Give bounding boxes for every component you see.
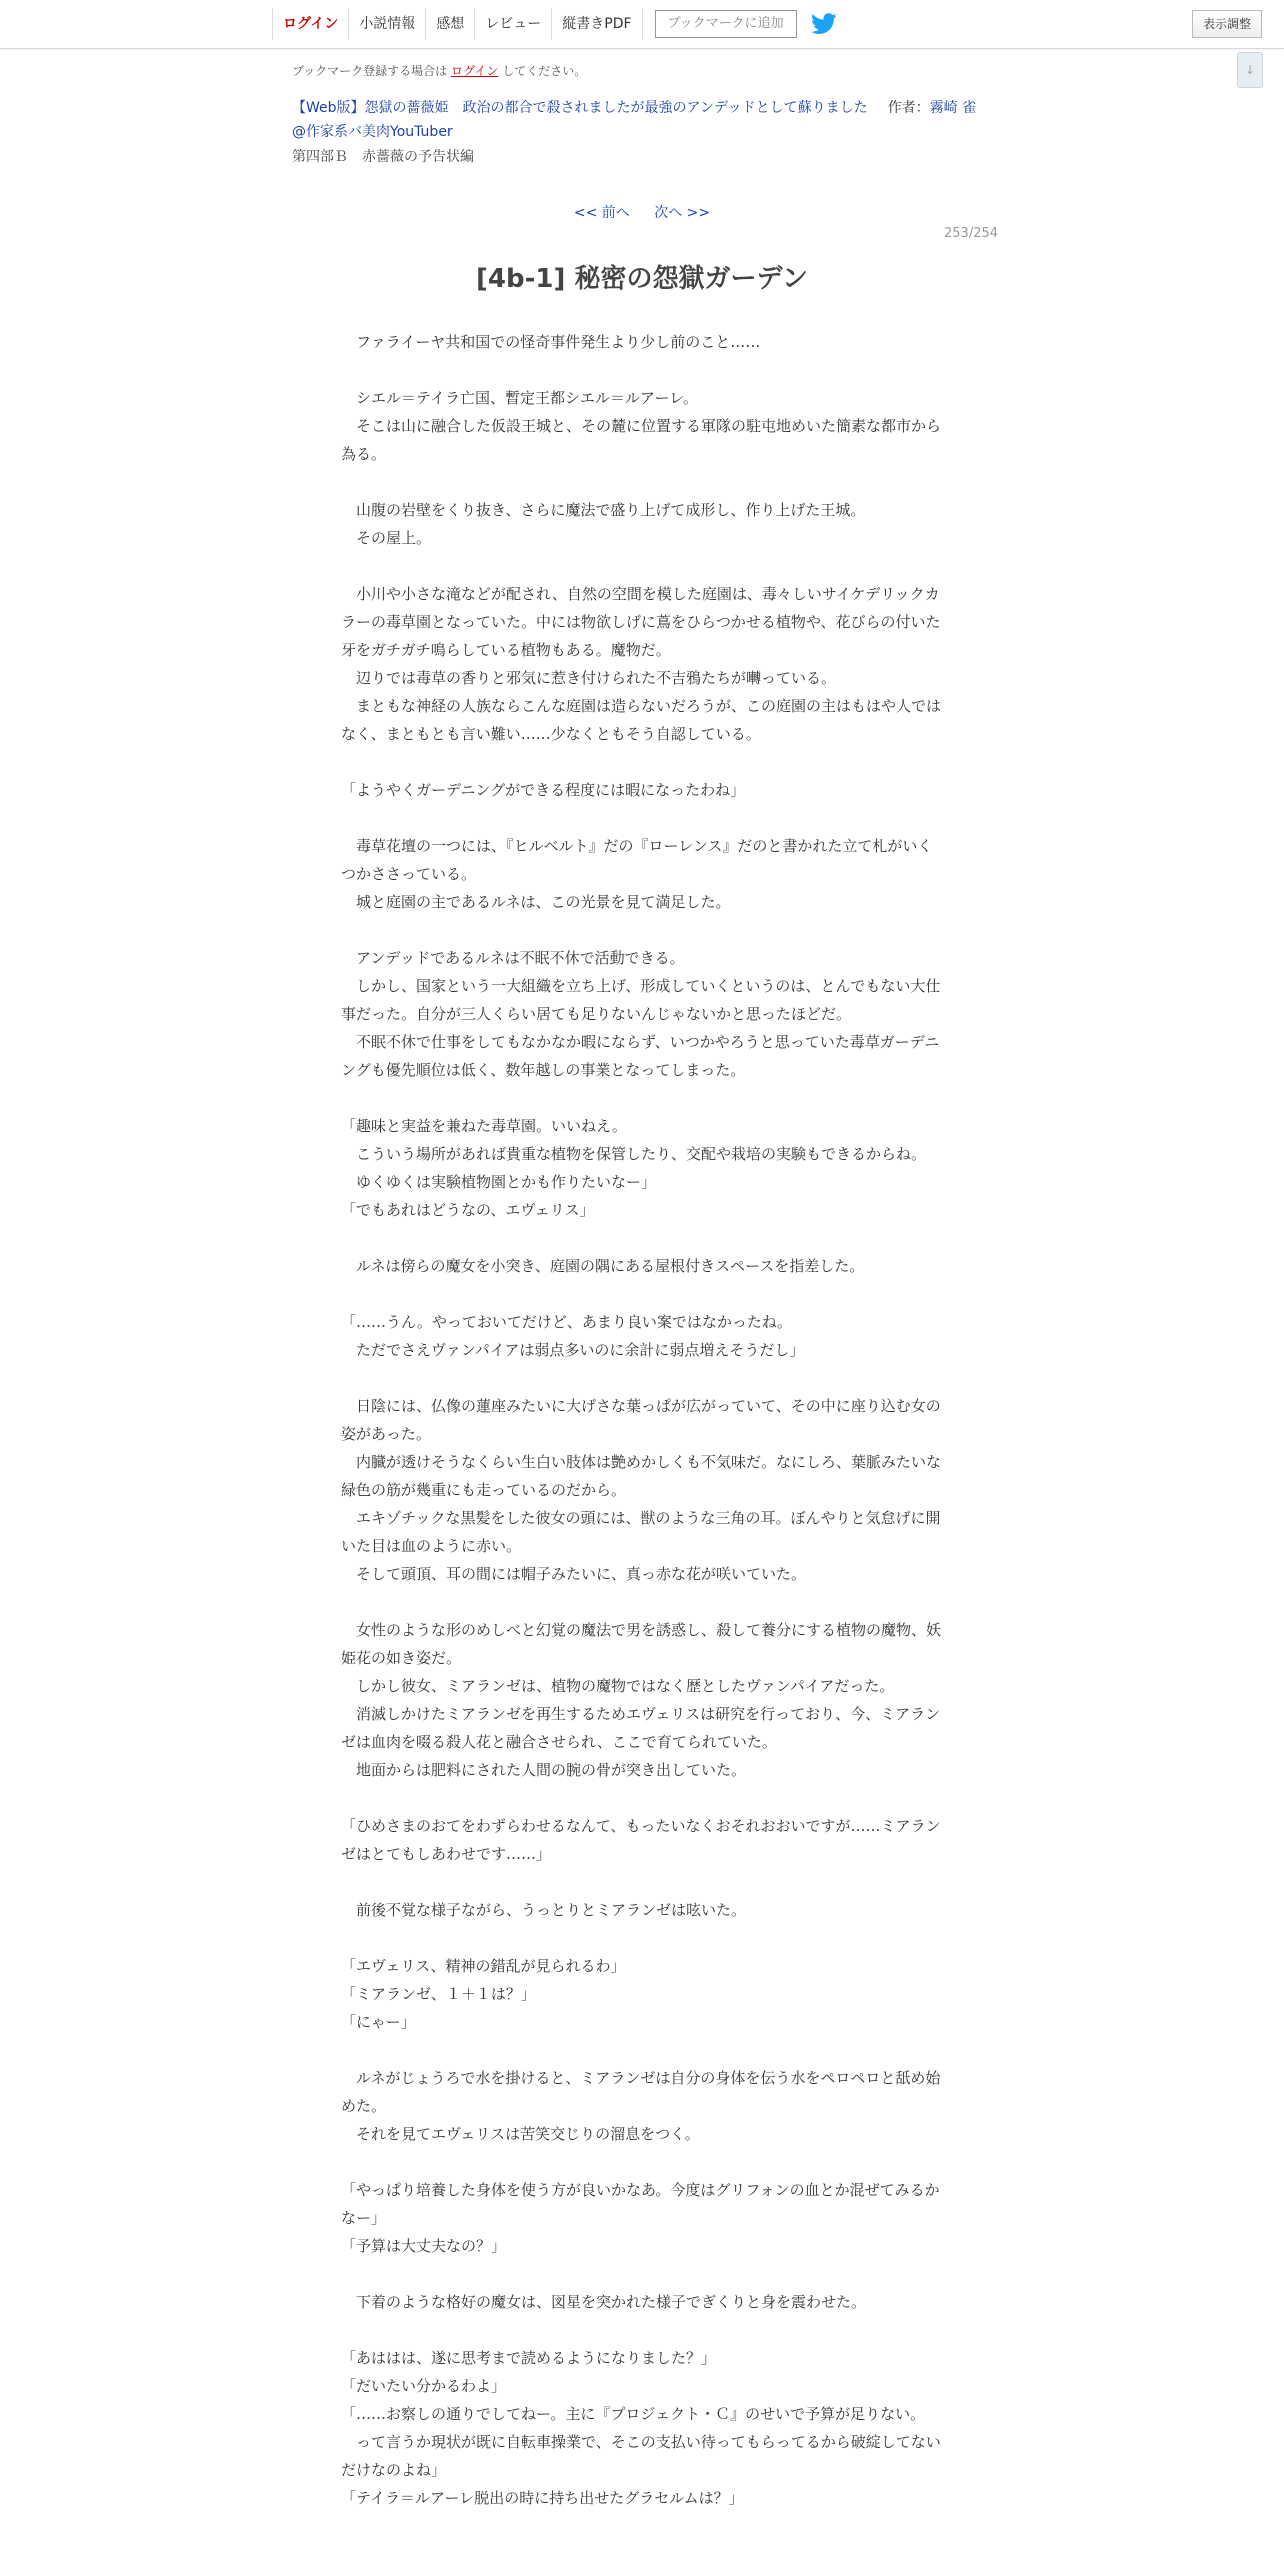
novel-paragraph: それを見てエヴェリスは苦笑交じりの溜息をつく。 — [341, 2125, 700, 2143]
novel-paragraph — [341, 748, 941, 776]
novel-paragraph: 女性のような形のめしべと幻覚の魔法で男を誘惑し、殺して養分にする植物の魔物、妖姫花の如き姿だ。 — [341, 1621, 942, 1667]
novel-paragraph: 日陰には、仏像の蓮座みたいに大げさな葉っぱが広がっていて、その中に座り込む女の姿があった。 — [341, 1397, 941, 1443]
novel-paragraph: 「テイラ＝ルアーレ脱出の時に持ち出せたグラセルムは？」 — [341, 2489, 744, 2507]
nav-login-link[interactable]: ログイン — [272, 8, 348, 40]
author-link[interactable]: 霧崎 雀 — [929, 100, 977, 116]
nav-review-link[interactable]: レビュー — [474, 8, 551, 40]
login-note-after: してください。 — [502, 64, 587, 78]
novel-paragraph — [341, 1868, 941, 1896]
novel-paragraph: そこは山に融合した仮設王城と、その麓に位置する軍隊の駐屯地めいた簡素な都市から為る。 — [341, 417, 942, 463]
novel-paragraph — [341, 552, 941, 580]
novel-paragraph: 「ミアランゼ、１＋１は？」 — [341, 1985, 536, 2003]
novel-header — [292, 96, 1012, 144]
novel-paragraph: ルネは傍らの魔女を小突き、庭園の隅にある屋根付きスペースを指差した。 — [341, 1257, 865, 1275]
novel-paragraph: 「やっぱり培養した身体を使う方が良いかなあ。今度はグリフォンの血とか混ぜてみるかなー」 — [341, 2181, 940, 2227]
novel-paragraph: 「あははは、遂に思考まで読めるようになりました？」 — [341, 2349, 717, 2367]
novel-paragraph — [341, 2148, 941, 2176]
chapter-part-title: 第四部Ｂ 赤薔薇の予告状編 — [292, 149, 474, 165]
bookmark-login-note — [292, 62, 586, 79]
novel-paragraph — [341, 804, 941, 832]
novel-paragraph: 城と庭園の主であるルネは、この光景を見て満足した。 — [341, 893, 731, 911]
novel-paragraph — [341, 2260, 941, 2288]
novel-paragraph: そして頭頂、耳の間には帽子みたいに、真っ赤な花が咲いていた。 — [341, 1565, 807, 1583]
novel-paragraph — [341, 2316, 941, 2344]
scroll-down-button[interactable]: ↓ — [1237, 52, 1263, 88]
novel-paragraph: こういう場所があれば貴重な植物を保管したり、交配や栽培の実験もできるからね。 — [341, 1145, 927, 1163]
novel-paragraph: 「……お察しの通りでしてねー。主に『プロジェクト・Ｃ』のせいで予算が足りない。 — [341, 2405, 926, 2423]
novel-paragraph — [341, 2036, 941, 2064]
novel-paragraph: 毒草花壇の一つには、『ヒルベルト』だの『ローレンス』だのと書かれた立て札がいくつかささっている。 — [341, 837, 933, 883]
novel-paragraph: 「エヴェリス、精神の錯乱が見られるわ」 — [341, 1957, 626, 1975]
nav-impressions-link[interactable]: 感想 — [425, 8, 474, 40]
novel-paragraph: 「でもあれはどうなの、エヴェリス」 — [341, 1201, 595, 1219]
episode-title: [4b-1] 秘密の怨獄ガーデン — [476, 264, 808, 294]
novel-paragraph: 「にゃー」 — [341, 2013, 416, 2031]
global-nav — [272, 8, 837, 40]
novel-paragraph: 前後不覚な様子ながら、うっとりとミアランゼは呟いた。 — [341, 1901, 747, 1919]
novel-paragraph: 「予算は大丈夫なの？」 — [341, 2237, 507, 2255]
novel-paragraph — [341, 1364, 941, 1392]
novel-paragraph: 不眠不休で仕事をしてもなかなか暇にならず、いつかやろうと思っていた毒草ガーデニングも優先順位は低く、数年越しの事業となってしまった。 — [341, 1033, 940, 1079]
novel-title-link[interactable]: 【Web版】怨獄の薔薇姫 政治の都合で殺されましたが最強のアンデッドとして蘇りました — [292, 100, 868, 116]
novel-paragraph: エキゾチックな黒髪をした彼女の頭には、獣のような三角の耳。ぼんやりと気怠げに開いた目は血のように赤い。 — [341, 1509, 941, 1555]
novel-paragraph: 下着のような格好の魔女は、図星を突かれた様子でぎくりと身を震わせた。 — [341, 2293, 867, 2311]
novel-paragraph — [341, 1784, 941, 1812]
novel-paragraph: 辺りでは毒草の香りと邪気に惹き付けられた不吉鴉たちが囀っている。 — [341, 669, 837, 687]
novel-paragraph: 「ひめさまのおてをわずらわせるなんて、もったいなくおそれおおいですが……ミアランゼはとてもしあわせです……」 — [341, 1817, 941, 1863]
novel-body — [341, 328, 941, 2512]
author-label: 作者： — [887, 100, 930, 116]
display-settings-button[interactable]: 表示調整 — [1192, 10, 1262, 38]
nav-vertical-pdf-link[interactable]: 縦書きPDF — [551, 8, 642, 40]
novel-paragraph — [341, 1224, 941, 1252]
novel-paragraph: しかし彼女、ミアランゼは、植物の魔物ではなく歴としたヴァンパイアだった。 — [341, 1677, 895, 1695]
login-note-before: ブックマーク登録する場合は — [292, 64, 448, 78]
login-note-link[interactable]: ログイン — [451, 64, 499, 78]
novel-paragraph: アンデッドであるルネは不眠不休で活動できる。 — [341, 949, 685, 967]
twitter-icon[interactable] — [811, 13, 837, 35]
nav-novel-info-link[interactable]: 小説情報 — [348, 8, 425, 40]
add-bookmark-button[interactable]: ブックマークに追加 — [655, 10, 797, 38]
novel-paragraph: シエル＝テイラ亡国、暫定王都シエル＝ルアーレ。 — [341, 389, 699, 407]
prev-page-link[interactable]: << 前へ — [573, 205, 630, 221]
novel-paragraph: って言うか現状が既に自転車操業で、そこの支払い待ってもらってるから破綻してないだけなのよね」 — [341, 2433, 941, 2479]
novel-paragraph: 「……うん。やっておいてだけど、あまり良い案ではなかったね。 — [341, 1313, 792, 1331]
novel-paragraph: 小川や小さな滝などが配され、自然の空間を模した庭園は、毒々しいサイケデリックカラーの毒草園となっていた。中には物欲しげに蔦をひらつかせる植物や、花びらの付いた牙をガチガチ鳴らしている植物もある。魔物だ。 — [341, 585, 941, 659]
novel-paragraph — [341, 356, 941, 384]
novel-paragraph — [341, 1084, 941, 1112]
novel-paragraph: 内臓が透けそうなくらい生白い肢体は艶めかしくも不気味だ。なにしろ、葉脈みたいな緑色の筋が幾重にも走っているのだから。 — [341, 1453, 942, 1499]
novel-paragraph: 「趣味と実益を兼ねた毒草園。いいねえ。 — [341, 1117, 627, 1135]
novel-paragraph: まともな神経の人族ならこんな庭園は造らないだろうが、この庭園の主はもはや人ではなく、まともとも言い難い……少なくともそう自認している。 — [341, 697, 942, 743]
page-number: 253/254 — [944, 226, 999, 241]
novel-paragraph: 「ようやくガーデニングができる程度には暇になったわね」 — [341, 781, 746, 799]
novel-paragraph — [341, 1924, 941, 1952]
top-navigation-bar — [0, 0, 1284, 49]
novel-paragraph: ルネがじょうろで水を掛けると、ミアランゼは自分の身体を伝う水をペロペロと舐め始めた。 — [341, 2069, 941, 2115]
novel-paragraph: しかし、国家という一大組織を立ち上げ、形成していくというのは、とんでもない大仕事だった。自分が三人くらい居ても足りないんじゃないかと思ったほどだ。 — [341, 977, 941, 1023]
novel-paragraph — [341, 916, 941, 944]
novel-paragraph: 山腹の岩壁をくり抜き、さらに魔法で盛り上げて成形し、作り上げた王城。 — [341, 501, 866, 519]
novel-paragraph: 消滅しかけたミアランゼを再生するためエヴェリスは研究を行っており、今、ミアランゼは血肉を啜る殺人花と融合させられ、ここで育てられていた。 — [341, 1705, 941, 1751]
novel-paragraph: 「だいたい分かるわよ」 — [341, 2377, 507, 2395]
pager — [0, 202, 1284, 222]
novel-paragraph — [341, 1588, 941, 1616]
next-page-link[interactable]: 次へ >> — [654, 205, 711, 221]
novel-paragraph: 地面からは肥料にされた人間の腕の骨が突き出していた。 — [341, 1761, 747, 1779]
novel-paragraph: ゆくゆくは実験植物園とかも作りたいなー」 — [341, 1173, 657, 1191]
novel-paragraph: その屋上。 — [341, 529, 432, 547]
novel-paragraph — [341, 468, 941, 496]
novel-paragraph — [341, 1280, 941, 1308]
author-subtitle-link[interactable]: @作家系バ美肉YouTuber — [292, 124, 453, 140]
novel-paragraph: ファライーヤ共和国での怪奇事件発生より少し前のこと…… — [341, 333, 761, 351]
novel-paragraph: ただでさえヴァンパイアは弱点多いのに余計に弱点増えそうだし」 — [341, 1341, 805, 1359]
